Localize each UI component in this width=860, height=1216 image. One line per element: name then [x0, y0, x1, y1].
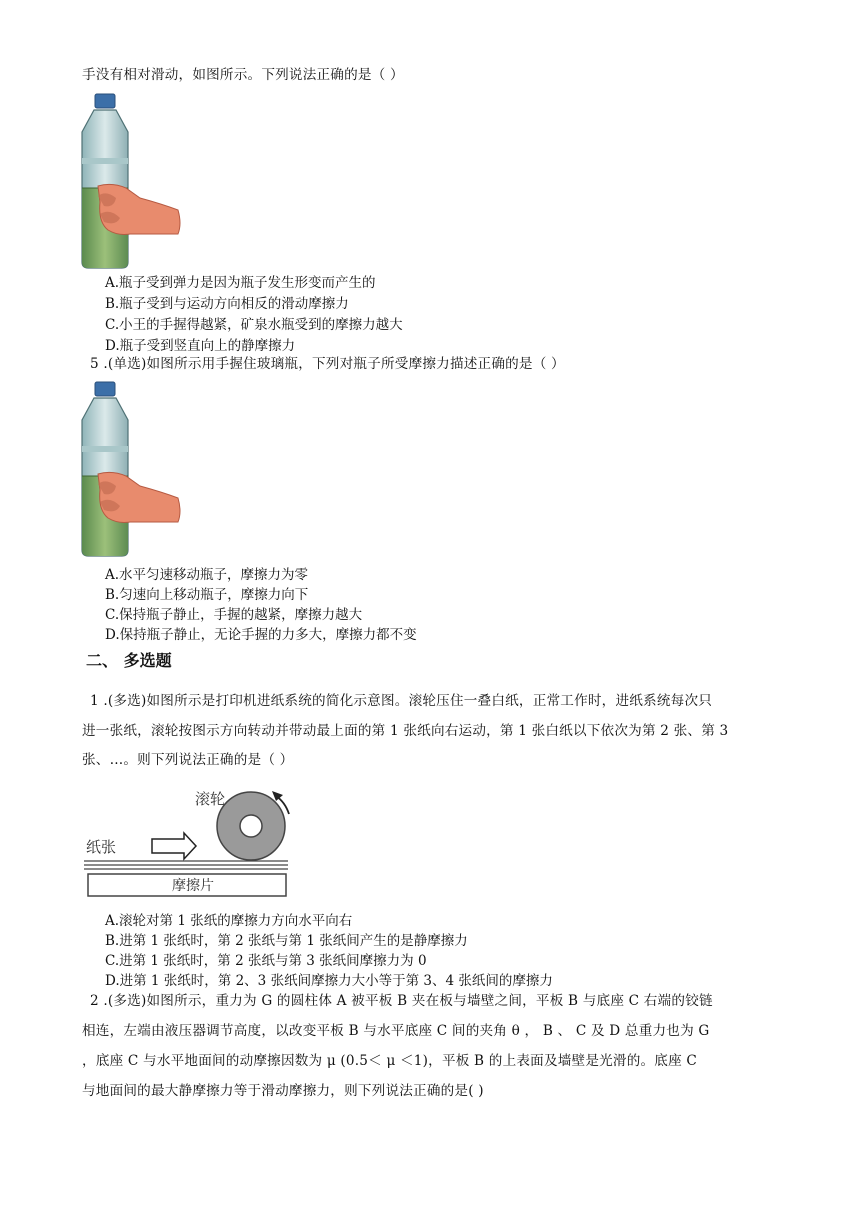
m1-stem-line-3: 张、…。则下列说法正确的是（ ）: [82, 752, 294, 768]
m1-option-c[interactable]: C.进第 1 张纸时，第 2 张纸与第 3 张纸间摩擦力为 0: [105, 953, 427, 969]
paper-direction-arrow-icon: [152, 833, 196, 859]
m2-stem-line-1: 2 .(多选)如图所示，重力为 G 的圆柱体 A 被平板 B 夹在板与墙壁之间，平板 B 与底座 C 右端的铰链: [90, 993, 713, 1009]
q4-option-a[interactable]: A.瓶子受到弹力是因为瓶子发生形变而产生的: [105, 275, 376, 291]
roller-label: 滚轮: [195, 790, 226, 808]
m1-stem-line-2: 进一张纸，滚轮按图示方向转动并带动最上面的第 1 张纸向右运动，第 1 张白纸以下依次为第 2 张、第 3: [82, 723, 729, 739]
printer-paper-feed-figure: [84, 780, 296, 902]
q4-option-d[interactable]: D.瓶子受到竖直向上的静摩擦力: [105, 338, 296, 354]
q5-option-d[interactable]: D.保持瓶子静止，无论手握的力多大，摩擦力都不变: [105, 627, 417, 643]
q5-option-a[interactable]: A.水平匀速移动瓶子，摩擦力为零: [105, 567, 309, 583]
q5-option-c[interactable]: C.保持瓶子静止，手握的越紧，摩擦力越大: [105, 607, 363, 623]
q4-option-c[interactable]: C.小王的手握得越紧，矿泉水瓶受到的摩擦力越大: [105, 317, 403, 333]
m1-option-a[interactable]: A.滚轮对第 1 张纸的摩擦力方向水平向右: [105, 913, 353, 929]
q4-stem-continuation: 手没有相对滑动，如图所示。下列说法正确的是（ ）: [82, 67, 404, 83]
m1-option-d[interactable]: D.进第 1 张纸时，第 2、3 张纸间摩擦力大小等于第 3、4 张纸间的摩擦力: [105, 973, 553, 989]
q5-stem: 5 .(单选)如图所示用手握住玻璃瓶，下列对瓶子所受摩擦力描述正确的是（ ）: [90, 356, 565, 372]
paper-label: 纸张: [86, 838, 117, 856]
friction-pad-label: 摩擦片: [172, 878, 214, 894]
section-heading-multiple-choice: 二、 多选题: [86, 651, 172, 670]
m2-stem-line-2: 相连，左端由液压器调节高度，以改变平板 B 与水平底座 C 间的夹角 θ ， B 、 C 及 D 总重力也为 G: [82, 1023, 710, 1039]
bottle-in-hand-figure-2: [78, 380, 188, 558]
q4-option-b[interactable]: B.瓶子受到与运动方向相反的滑动摩擦力: [105, 296, 349, 312]
m1-option-b[interactable]: B.进第 1 张纸时，第 2 张纸与第 1 张纸间产生的是静摩擦力: [105, 933, 468, 949]
bottle-in-hand-figure-1: [78, 92, 188, 270]
q5-option-b[interactable]: B.匀速向上移动瓶子，摩擦力向下: [105, 587, 309, 603]
m2-stem-line-4: 与地面间的最大静摩擦力等于滑动摩擦力，则下列说法正确的是( ): [82, 1083, 484, 1099]
m1-stem-line-1: 1 .(多选)如图所示是打印机进纸系统的简化示意图。滚轮压住一叠白纸，正常工作时，进纸系统每次只: [90, 693, 713, 709]
m2-stem-line-3: ，底座 C 与水平地面间的动摩擦因数为 μ (0.5＜ μ ＜1)，平板 B 的上表面及墙壁是光滑的。底座 C: [82, 1053, 698, 1069]
